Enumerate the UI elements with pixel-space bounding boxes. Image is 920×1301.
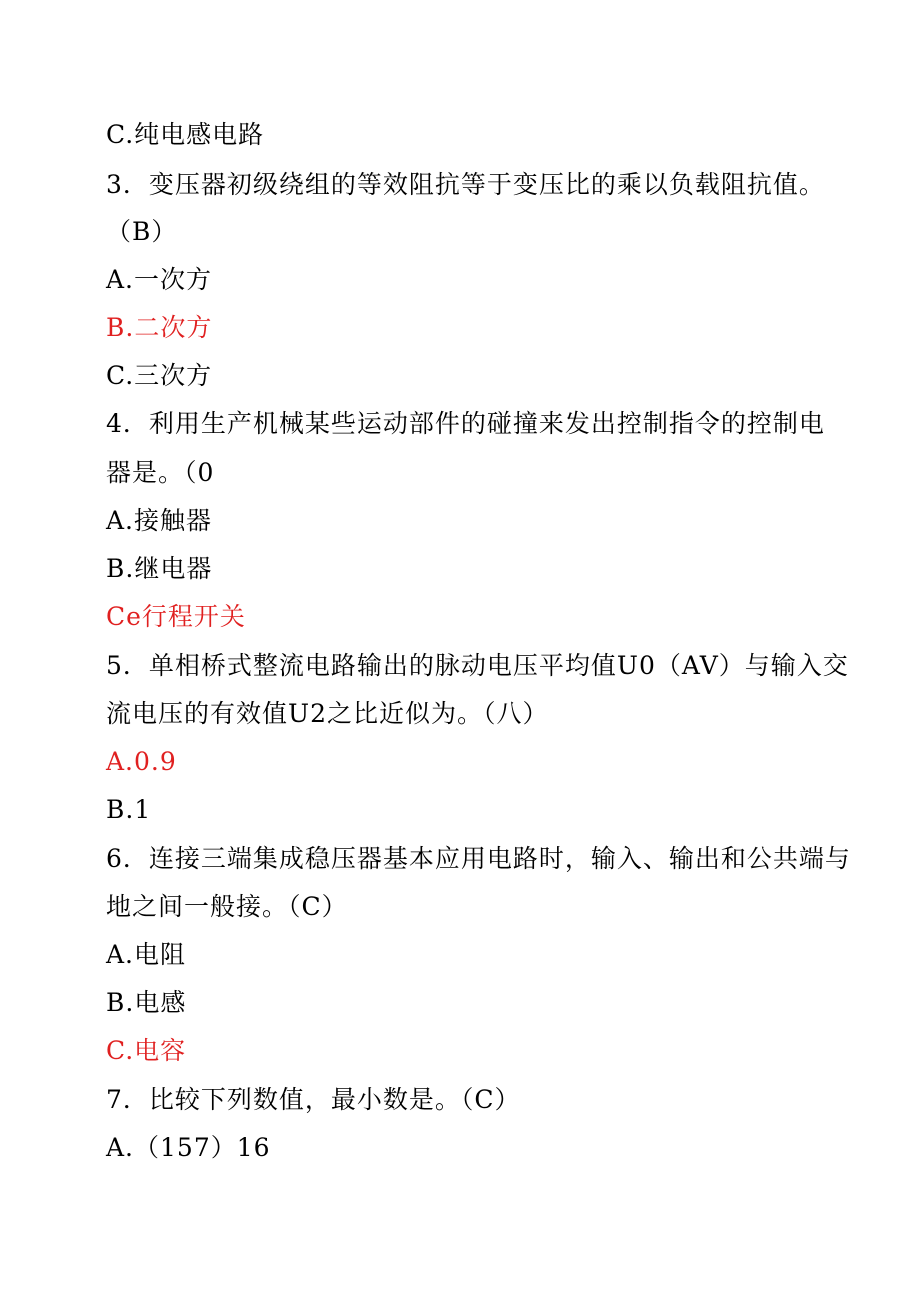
option-line: B.电感 — [106, 988, 187, 1017]
question-line-cont: 器是。（0 — [106, 458, 215, 487]
answer-key: （B） — [106, 217, 178, 246]
option-line: A.（157）16 — [106, 1133, 271, 1162]
question-line: 6．连接三端集成稳压器基本应用电路时，输入、输出和公共端与 — [106, 844, 851, 873]
question-line: 5．单相桥式整流电路输出的脉动电压平均值U0（AV）与输入交 — [106, 651, 849, 680]
correct-option-line: C.电容 — [106, 1036, 187, 1065]
question-line: 4．利用生产机械某些运动部件的碰撞来发出控制指令的控制电 — [106, 409, 825, 438]
option-line: B.1 — [106, 795, 152, 824]
option-line: A.电阻 — [106, 940, 187, 969]
option-line: A.一次方 — [106, 265, 213, 294]
correct-option-line: B.二次方 — [106, 313, 213, 342]
option-line: C.三次方 — [106, 361, 213, 390]
option-line: A.接触器 — [106, 506, 213, 535]
question-line-cont: 流电压的有效值U2之比近似为。（八） — [106, 699, 549, 728]
question-line-cont: 地之间一般接。（C） — [106, 892, 348, 921]
correct-option-line: Ce行程开关 — [106, 602, 246, 631]
option-line: C.纯电感电路 — [106, 120, 265, 149]
option-line: B.继电器 — [106, 554, 213, 583]
correct-option-line: A.0.9 — [106, 747, 177, 776]
question-line: 3．变压器初级绕组的等效阻抗等于变压比的乘以负载阻抗值。 — [106, 170, 825, 199]
question-line: 7．比较下列数值，最小数是。（C） — [106, 1085, 521, 1114]
